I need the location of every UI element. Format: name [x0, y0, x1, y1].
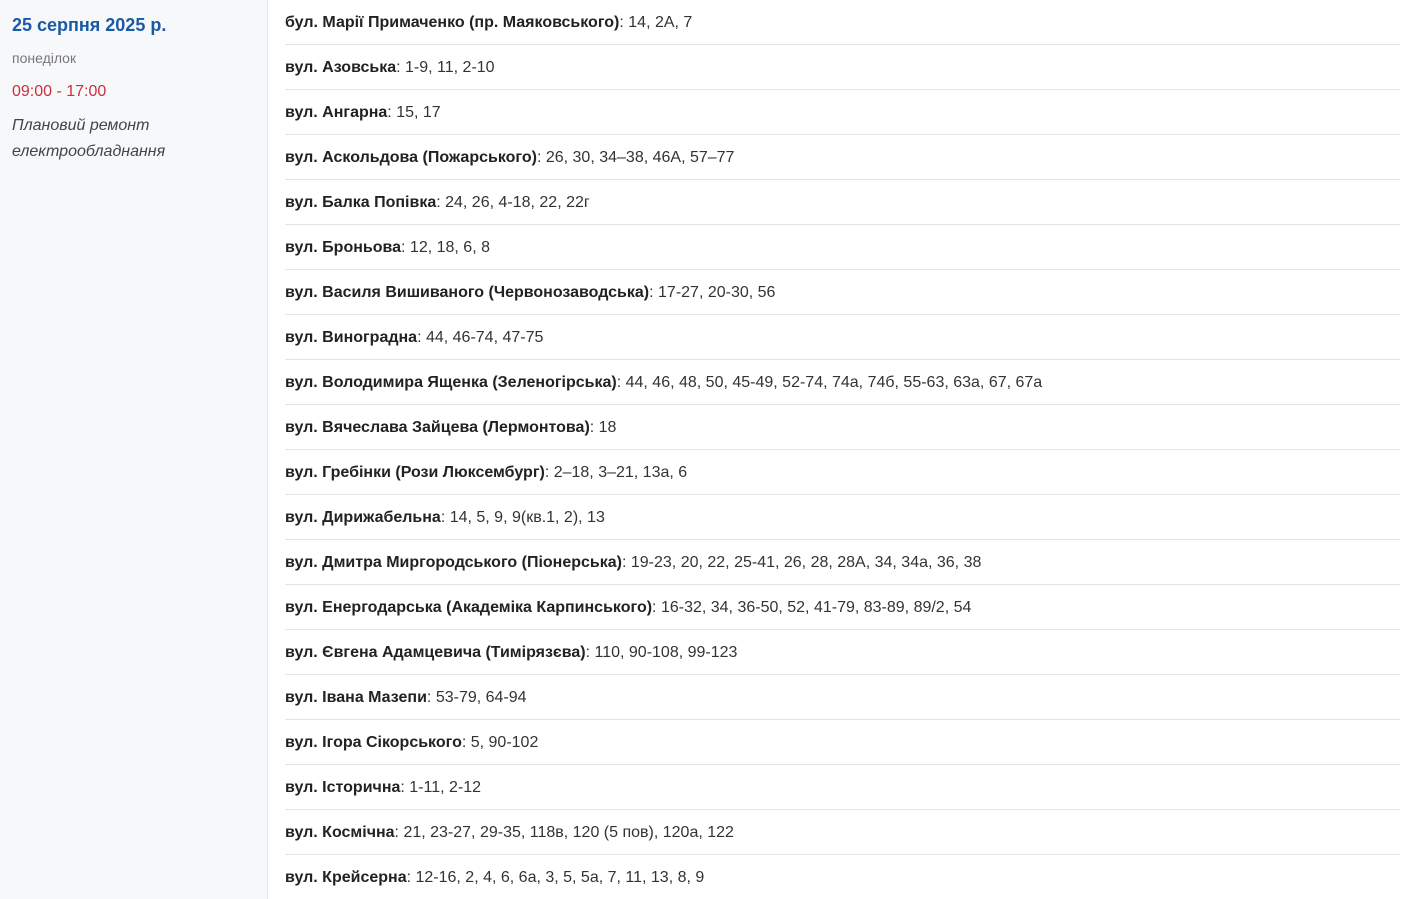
house-numbers: 16-32, 34, 36-50, 52, 41-79, 83-89, 89/2, 54 — [660, 599, 972, 616]
street-name: вул. Космічна — [285, 824, 395, 841]
house-numbers: 12-16, 2, 4, 6, 6а, 3, 5, 5а, 7, 11, 13, 8, 9 — [415, 869, 705, 886]
house-numbers: 44, 46, 48, 50, 45-49, 52-74, 74а, 74б, 55-63, 63а, 67, 67а — [625, 374, 1043, 391]
street-separator: : — [652, 599, 661, 616]
address-row — [285, 585, 1400, 630]
address-row — [285, 855, 1400, 899]
street-name: вул. Ангарна — [285, 104, 388, 121]
street-separator: : — [387, 104, 397, 121]
address-row — [285, 0, 1400, 45]
house-numbers: 15, 17 — [396, 104, 441, 121]
address-row — [285, 45, 1400, 90]
street-name: вул. Дмитра Миргородського (Піонерська) — [285, 554, 622, 571]
street-name: вул. Вячеслава Зайцева (Лермонтова) — [285, 419, 590, 436]
street-separator: : — [396, 59, 406, 76]
schedule-sidebar — [0, 0, 268, 899]
street-name: вул. Володимира Ященка (Зеленогірська) — [285, 374, 617, 391]
house-numbers: 12, 18, 6, 8 — [409, 239, 490, 256]
street-name: вул. Івана Мазепи — [285, 689, 427, 706]
street-separator: : — [619, 14, 629, 31]
address-row — [285, 495, 1400, 540]
house-numbers: 5, 90-102 — [470, 734, 539, 751]
house-numbers: 24, 26, 4-18, 22, 22г — [445, 194, 590, 211]
address-row — [285, 180, 1400, 225]
house-numbers: 14, 5, 9, 9(кв.1, 2), 13 — [449, 509, 605, 526]
house-numbers: 1-9, 11, 2-10 — [405, 59, 495, 76]
house-numbers: 19-23, 20, 22, 25-41, 26, 28, 28А, 34, 34а, 36, 38 — [630, 554, 982, 571]
street-separator: : — [621, 554, 631, 571]
house-numbers: 53-79, 64-94 — [435, 689, 527, 706]
address-row — [285, 270, 1400, 315]
address-row — [285, 315, 1400, 360]
house-numbers: 110, 90-108, 99-123 — [594, 644, 738, 661]
address-row — [285, 90, 1400, 135]
address-row — [285, 450, 1400, 495]
outage-time-range: 09:00 - 17:00 — [12, 83, 107, 100]
street-name: вул. Історична — [285, 779, 401, 796]
street-separator: : — [394, 824, 404, 841]
outage-weekday: понеділок — [12, 50, 77, 66]
house-numbers: 44, 46-74, 47-75 — [425, 329, 544, 346]
house-numbers: 18 — [598, 419, 617, 436]
house-numbers: 26, 30, 34–38, 46А, 57–77 — [545, 149, 735, 166]
street-name: вул. Балка Попівка — [285, 194, 437, 211]
address-row — [285, 540, 1400, 585]
address-row — [285, 765, 1400, 810]
street-name: бул. Марії Примаченко (пр. Маяковського) — [285, 14, 620, 31]
street-separator: : — [426, 689, 436, 706]
address-row — [285, 720, 1400, 765]
street-separator: : — [401, 239, 410, 256]
street-separator: : — [461, 734, 471, 751]
street-name: вул. Василя Вишиваного (Червонозаводська) — [285, 284, 650, 301]
street-name: вул. Дирижабельна — [285, 509, 441, 526]
street-separator: : — [406, 869, 416, 886]
street-separator: : — [585, 644, 595, 661]
street-separator: : — [536, 149, 546, 166]
address-row — [285, 810, 1400, 855]
street-separator: : — [400, 779, 410, 796]
street-separator: : — [436, 194, 446, 211]
house-numbers: 1-11, 2-12 — [409, 779, 482, 796]
street-separator: : — [589, 419, 599, 436]
street-name: вул. Ігора Сікорського — [285, 734, 462, 751]
street-name: вул. Гребінки (Рози Люксембург) — [285, 464, 545, 481]
outage-reason: Плановий ремонт електрообладнання — [12, 117, 166, 160]
address-row — [285, 405, 1400, 450]
street-separator: : — [616, 374, 626, 391]
house-numbers: 2–18, 3–21, 13а, 6 — [553, 464, 688, 481]
house-numbers: 21, 23-27, 29-35, 118в, 120 (5 пов), 120а, 122 — [403, 824, 734, 841]
street-name: вул. Виноградна — [285, 329, 418, 346]
outage-date: 25 серпня 2025 р. — [12, 15, 167, 35]
house-numbers: 17-27, 20-30, 56 — [658, 284, 776, 301]
street-separator: : — [440, 509, 450, 526]
address-row — [285, 225, 1400, 270]
address-list — [268, 0, 1402, 899]
street-name: вул. Броньова — [285, 239, 402, 256]
street-name: вул. Енергодарська (Академіка Карпинського) — [285, 599, 653, 616]
address-row — [285, 630, 1400, 675]
street-name: вул. Аскольдова (Пожарського) — [285, 149, 537, 166]
street-separator: : — [544, 464, 554, 481]
street-separator: : — [417, 329, 426, 346]
address-row — [285, 675, 1400, 720]
address-row — [285, 135, 1400, 180]
house-numbers: 14, 2А, 7 — [628, 14, 693, 31]
street-separator: : — [649, 284, 659, 301]
street-name: вул. Євгена Адамцевича (Тимірязєва) — [285, 644, 586, 661]
street-name: вул. Крейсерна — [285, 869, 407, 886]
street-name: вул. Азовська — [285, 59, 397, 76]
address-row — [285, 360, 1400, 405]
